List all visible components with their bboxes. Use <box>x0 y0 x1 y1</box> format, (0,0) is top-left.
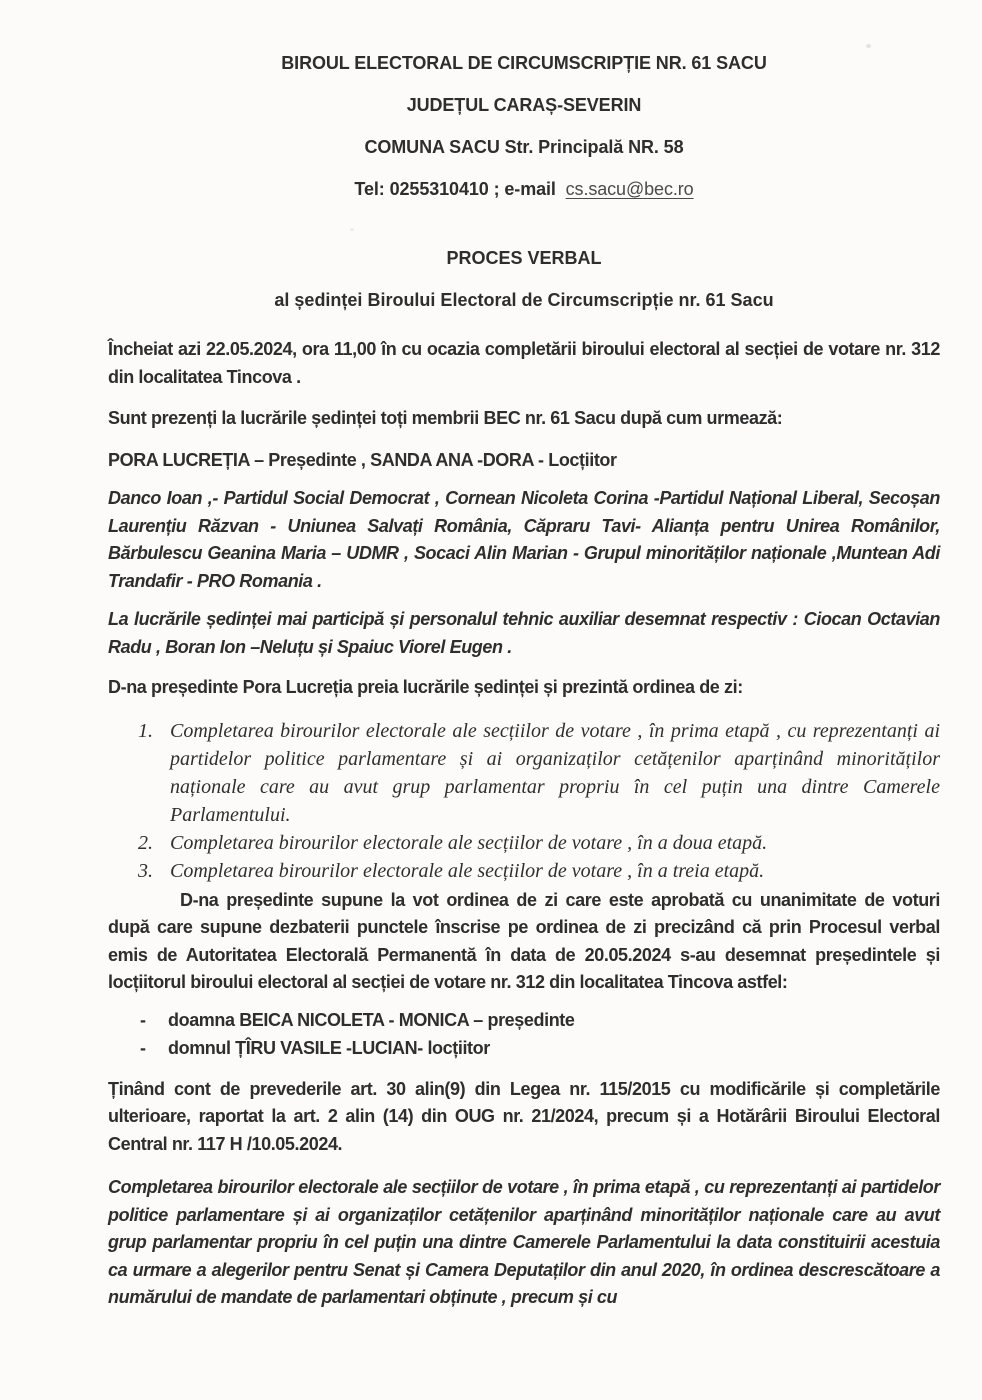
paragraph-meeting-date: Încheiat azi 22.05.2024, ora 11,00 în cu ocazia completării biroului electoral al secției de votare nr. 312 din localitatea Tincova . <box>108 339 940 387</box>
header-bureau-name: BIROUL ELECTORAL DE CIRCUMSCRIPȚIE NR. 61 SACU <box>281 53 767 73</box>
paragraph-legal-basis: Ținând cont de prevederile art. 30 alin(9) din Legea nr. 115/2015 cu modificările și completările ulterioare, raportat la art. 2 alin (14) din OUG nr. 21/2024, precum și a Hotărârii Biroului Electoral Central nr. 117 H /10.05.2024. <box>108 1078 940 1154</box>
paragraph-vote-decision: D-na președinte supune la vot ordinea de zi care este aprobată cu unanimitate de voturi după care supune dezbaterii punctele înscrise pe ordinea de zi precizând că prin Procesul verbal emis de Autoritatea Electorală Permanentă în data de 20.05.2024 s-au desemnat președintele și locțiitorul biroului electoral al secției de votare nr. 312 din localitatea Tincova astfel: <box>108 889 940 992</box>
header-county: JUDEȚUL CARAȘ-SEVERIN <box>406 95 642 115</box>
phone-label: Tel: 0255310410 ; e-mail <box>354 179 556 199</box>
paragraph-president-deputy: PORA LUCREȚIA – Președinte , SANDA ANA -DORA - Locțiitor <box>108 449 617 470</box>
agenda-item-number: 1. <box>138 719 153 742</box>
paragraph-party-members: Danco Ioan ,- Partidul Social Democrat , Cornean Nicoleta Corina -Partidul Național Liberal, Secoșan Laurențiu Răzvan - Uniunea Salvați România, Căpraru Tavi- Alianța pentru Unirea Românilor, Bărbulescu Geanina Maria – UDMR , Socaci Alin Marian - Grupul minorităților naționale ,Muntean Adi Trandafir - PRO Romania . <box>108 488 940 591</box>
agenda-item-text: Completarea birourilor electorale ale secțiilor de votare , în a treia etapă. <box>170 859 765 882</box>
document-content <box>108 0 940 1312</box>
appointee-item <box>108 1034 940 1062</box>
email-link[interactable]: cs.sacu@bec.ro <box>565 179 694 199</box>
dash-marker: - <box>140 1009 146 1030</box>
agenda-item <box>108 717 940 829</box>
agenda-item-number: 3. <box>138 859 153 882</box>
paragraph-members-intro: Sunt prezenți la lucrările ședinței toți membrii BEC nr. 61 Sacu după cum urmează: <box>108 408 783 428</box>
agenda-item <box>108 857 940 885</box>
appointee-text: domnul ȚÎRU VASILE -LUCIAN- locțiitor <box>168 1037 490 1058</box>
document-header <box>108 0 940 210</box>
agenda-item-text: Completarea birourilor electorale ale secțiilor de votare , în a doua etapă. <box>170 831 768 854</box>
paragraph-technical-staff: La lucrările ședinței mai participă și personalul tehnic auxiliar desemnat respectiv : Ciocan Octavian Radu , Boran Ion –Neluțu și Spaiuc Viorel Eugen . <box>108 609 940 657</box>
agenda-item <box>108 829 940 857</box>
agenda-item-number: 2. <box>138 831 153 854</box>
document-subtitle: al ședinței Biroului Electoral de Circumscripție nr. 61 Sacu <box>274 290 774 310</box>
agenda-list <box>108 717 940 885</box>
appointees-list <box>108 1006 940 1062</box>
appointee-text: doamna BEICA NICOLETA - MONICA – președinte <box>168 1009 575 1030</box>
header-contact-line <box>108 168 940 210</box>
dash-marker: - <box>140 1037 146 1058</box>
paragraph-first-stage-rules: Completarea birourilor electorale ale secțiilor de votare , în prima etapă , cu reprezentanți ai partidelor politice parlamentare și ai organizaților cetățenilor aparținând minorităților naționale care au avut grup parlamentar propriu în cel puțin una dintre Camerele Parlamentului la data constituirii acestuia ca urmare a alegerilor pentru Senat și Camera Deputaților din anul 2020, în ordinea descrescătoare a numărului de mandate de parlamentari obținute , precum și cu <box>108 1177 940 1307</box>
document-title: PROCES VERBAL <box>446 248 602 268</box>
agenda-item-text: Completarea birourilor electorale ale secțiilor de votare , în prima etapă , cu reprezentanți ai partidelor politice parlamentare și ai organizaților cetățenilor aparținând minorităților naționale care au avut grup parlamentar propriu în cel puțin una dintre Camerele Parlamentului. <box>170 719 940 826</box>
appointee-item <box>108 1006 940 1034</box>
header-address: COMUNA SACU Str. Principală NR. 58 <box>364 137 684 157</box>
paragraph-agenda-intro: D-na președinte Pora Lucreția preia lucrările ședinței și prezintă ordinea de zi: <box>108 677 743 697</box>
